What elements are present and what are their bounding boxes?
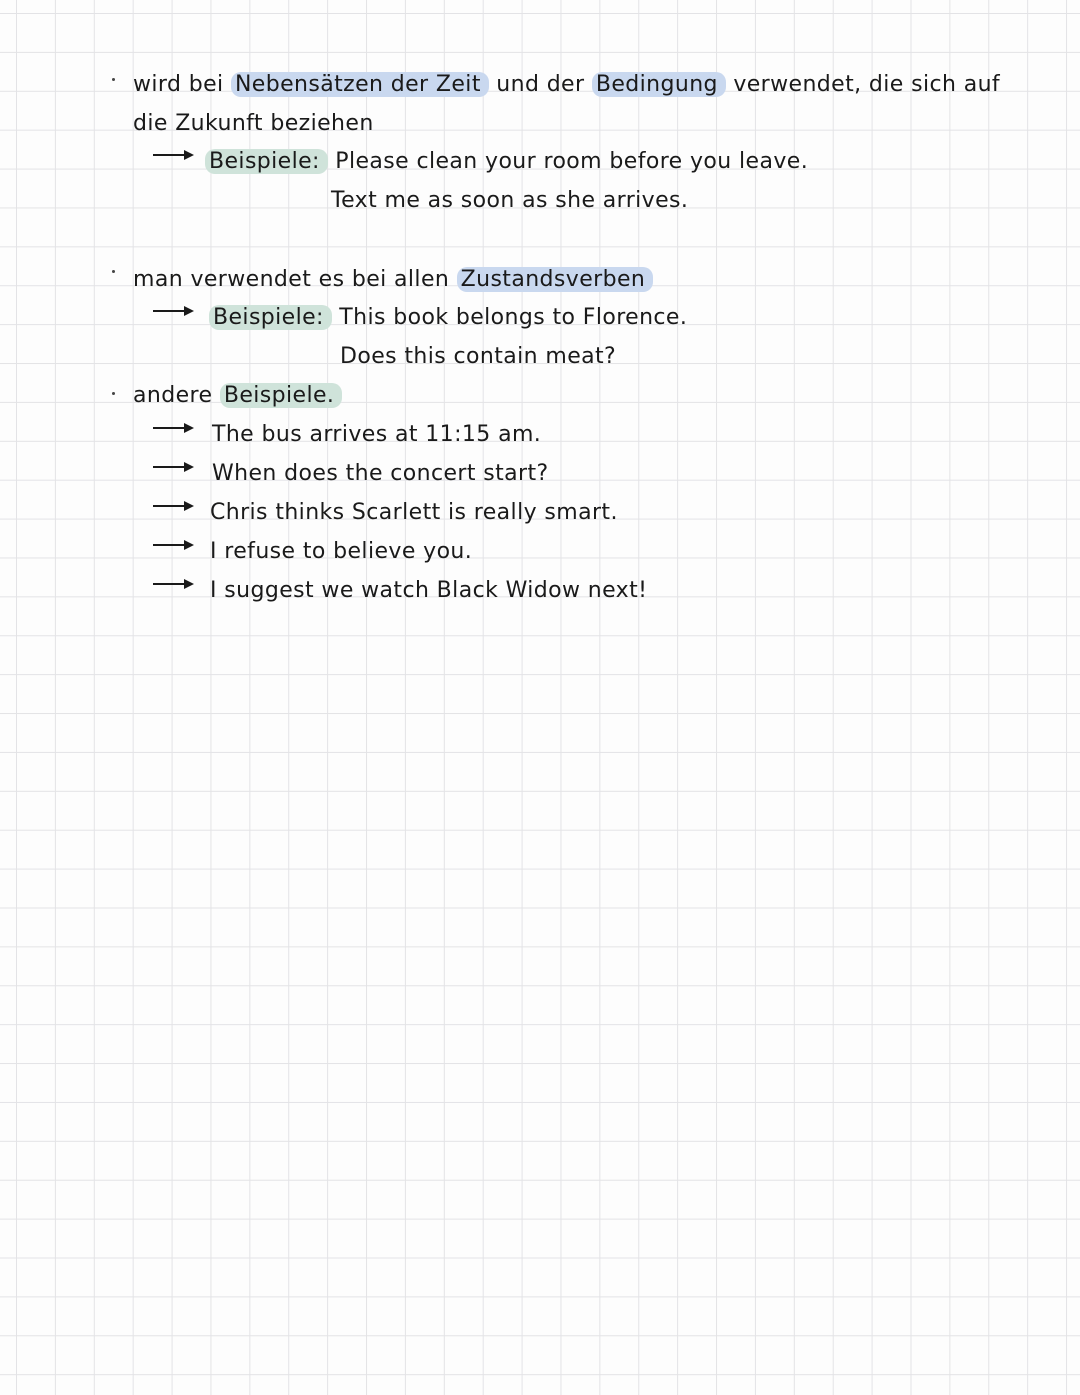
arrow-right-icon — [152, 499, 196, 513]
example-sentence: This book belongs to Florence. — [339, 305, 688, 330]
list-item: When does the concert start? — [212, 461, 549, 486]
bullet-point — [112, 78, 115, 81]
bullet-point — [112, 270, 115, 273]
highlight-term: Nebensätzen der Zeit — [231, 72, 489, 97]
section1-intro-line2: die Zukunft beziehen — [133, 111, 374, 136]
highlight-term: Beispiele. — [220, 383, 342, 408]
examples-label: Beispiele: — [205, 149, 328, 174]
example-sentence: Does this contain meat? — [340, 344, 617, 369]
examples-label: Beispiele: — [209, 305, 332, 330]
bullet-point — [112, 392, 115, 395]
list-item: I refuse to believe you. — [210, 539, 473, 564]
arrow-right-icon — [152, 577, 196, 591]
example-sentence: Text me as soon as she arrives. — [331, 188, 689, 213]
arrow-right-icon — [152, 460, 196, 474]
list-item: I suggest we watch Black Widow next! — [210, 578, 648, 603]
highlight-term: Zustandsverben — [457, 267, 654, 292]
arrow-right-icon — [152, 304, 196, 318]
section2-intro — [133, 265, 653, 295]
intro-text: wird bei — [133, 72, 231, 97]
section1-intro — [133, 70, 1000, 100]
section2-examples — [209, 303, 687, 333]
arrow-right-icon — [152, 538, 196, 552]
section1-examples — [205, 147, 808, 177]
list-item: Chris thinks Scarlett is really smart. — [210, 500, 618, 525]
intro-text: man verwendet es bei allen — [133, 267, 457, 292]
intro-text: andere — [133, 383, 220, 408]
arrow-right-icon — [152, 421, 196, 435]
arrow-right-icon — [152, 148, 196, 162]
highlight-term: Bedingung — [592, 72, 726, 97]
example-sentence: Please clean your room before you leave. — [335, 149, 809, 174]
intro-text: verwendet, die sich auf — [725, 72, 1001, 97]
intro-text: und der — [488, 72, 592, 97]
list-item: The bus arrives at 11:15 am. — [212, 422, 542, 447]
section3-intro — [133, 381, 342, 411]
